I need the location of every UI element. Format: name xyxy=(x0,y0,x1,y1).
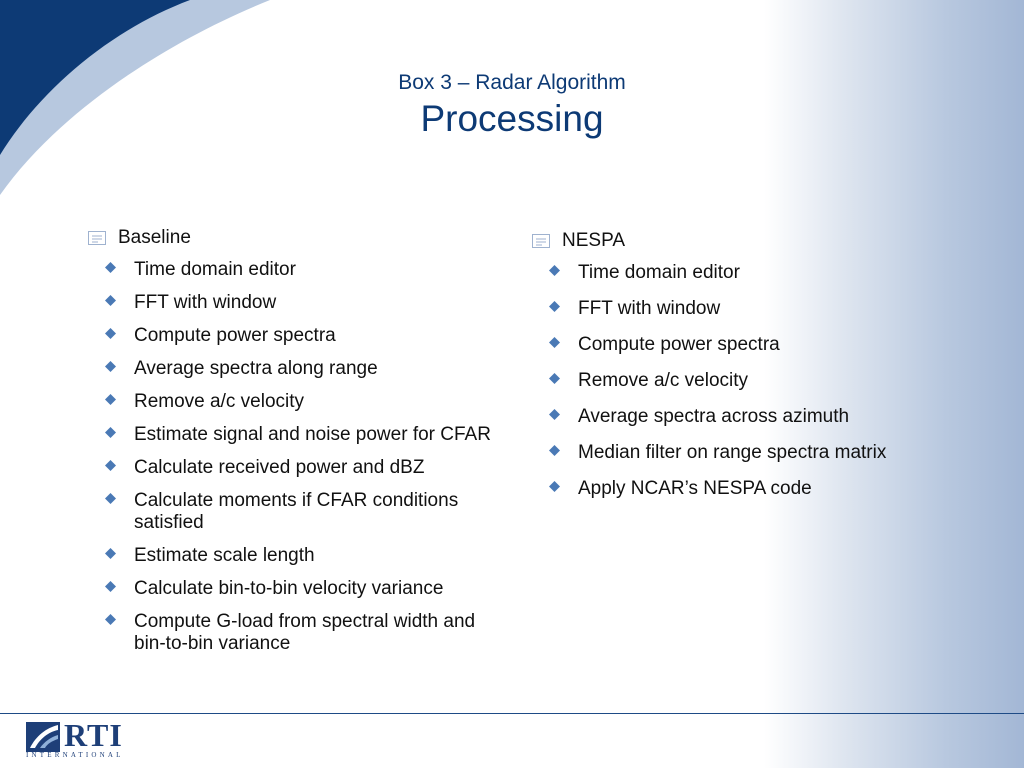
list-item xyxy=(134,490,508,534)
list-item-label: FFT with window xyxy=(134,292,277,313)
logo-text: RTI xyxy=(64,717,123,753)
list-item-label: Compute G-load from spectral width and bin-to-bin variance xyxy=(134,611,476,654)
list-item xyxy=(134,259,508,281)
list-item xyxy=(578,478,932,500)
diamond-bullet-icon xyxy=(105,427,116,438)
list-item-label: Calculate bin-to-bin velocity variance xyxy=(134,578,444,599)
diamond-bullet-icon xyxy=(105,493,116,504)
list-item-label: Estimate scale length xyxy=(134,545,315,566)
document-icon xyxy=(88,231,106,245)
diamond-bullet-icon xyxy=(105,460,116,471)
document-icon xyxy=(532,234,550,248)
diamond-bullet-icon xyxy=(105,328,116,339)
list-item xyxy=(134,391,508,413)
list-item-label: Average spectra along range xyxy=(134,358,378,379)
rti-logo xyxy=(26,717,126,764)
list-item-label: Average spectra across azimuth xyxy=(578,406,850,427)
list-item-label: Compute power spectra xyxy=(134,325,336,346)
list-item-label: Compute power spectra xyxy=(578,334,780,355)
nespa-heading xyxy=(532,230,932,252)
list-item xyxy=(134,457,508,479)
diamond-bullet-icon xyxy=(549,481,560,492)
diamond-bullet-icon xyxy=(105,548,116,559)
list-item xyxy=(578,406,932,428)
list-item-label: Calculate received power and dBZ xyxy=(134,457,425,478)
baseline-heading xyxy=(88,227,508,249)
list-item xyxy=(578,370,932,392)
nespa-column xyxy=(532,230,932,514)
nespa-list xyxy=(532,262,932,500)
logo-subtext: INTERNATIONAL xyxy=(26,751,124,759)
list-item xyxy=(134,292,508,314)
list-item-label: Time domain editor xyxy=(134,259,296,280)
list-item-label: Remove a/c velocity xyxy=(134,391,305,412)
list-item xyxy=(134,545,508,567)
diamond-bullet-icon xyxy=(549,373,560,384)
list-item xyxy=(134,611,508,655)
baseline-column xyxy=(88,227,508,666)
list-item xyxy=(578,298,932,320)
diamond-bullet-icon xyxy=(549,265,560,276)
diamond-bullet-icon xyxy=(105,581,116,592)
list-item xyxy=(578,262,932,284)
list-item-label: Calculate moments if CFAR conditions satisfied xyxy=(134,490,459,533)
list-item xyxy=(578,442,932,464)
list-item xyxy=(134,358,508,380)
nespa-heading-label: NESPA xyxy=(562,230,626,251)
title-line-1: Box 3 – Radar Algorithm xyxy=(398,71,626,94)
diamond-bullet-icon xyxy=(105,614,116,625)
diamond-bullet-icon xyxy=(549,301,560,312)
diamond-bullet-icon xyxy=(105,262,116,273)
list-item-label: FFT with window xyxy=(578,298,721,319)
baseline-heading-label: Baseline xyxy=(118,227,191,248)
list-item xyxy=(134,424,508,446)
diamond-bullet-icon xyxy=(105,361,116,372)
diamond-bullet-icon xyxy=(549,409,560,420)
slide-title xyxy=(0,70,1024,142)
diamond-bullet-icon xyxy=(549,445,560,456)
footer-divider xyxy=(0,713,1024,714)
list-item-label: Median filter on range spectra matrix xyxy=(578,442,887,463)
list-item-label: Time domain editor xyxy=(578,262,740,283)
title-line-2: Processing xyxy=(420,98,604,139)
list-item xyxy=(134,578,508,600)
list-item xyxy=(578,334,932,356)
diamond-bullet-icon xyxy=(105,295,116,306)
list-item-label: Apply NCAR’s NESPA code xyxy=(578,478,812,499)
baseline-list xyxy=(88,259,508,655)
list-item-label: Remove a/c velocity xyxy=(578,370,749,391)
diamond-bullet-icon xyxy=(549,337,560,348)
rti-globe-icon xyxy=(26,722,60,752)
list-item xyxy=(134,325,508,347)
list-item-label: Estimate signal and noise power for CFAR xyxy=(134,424,491,445)
diamond-bullet-icon xyxy=(105,394,116,405)
